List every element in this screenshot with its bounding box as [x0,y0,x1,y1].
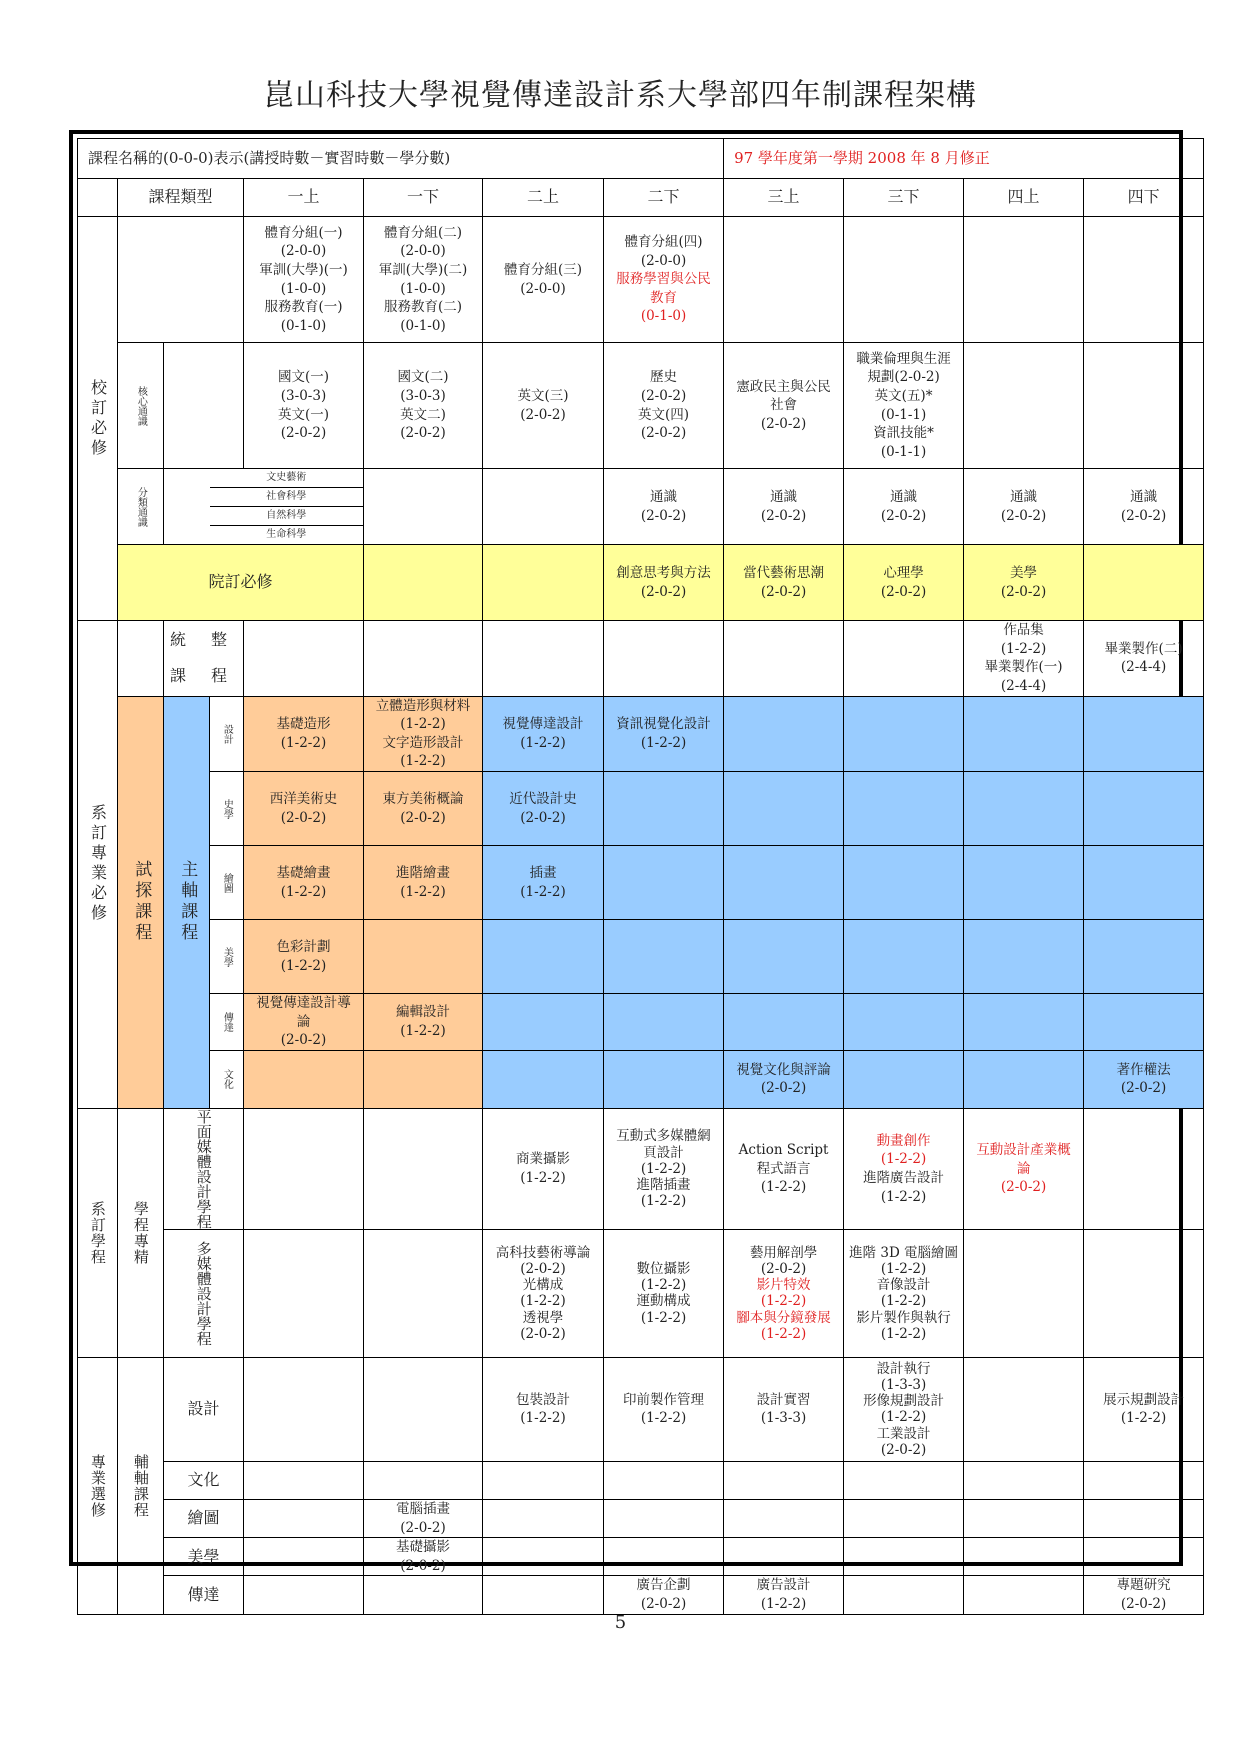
semester-header: 四上 [964,179,1084,217]
course-cell: 著作權法 (2-0-2) [1084,1050,1204,1108]
course-cell: 廣告企劃 (2-0-2) [604,1576,724,1614]
notation-note: 課程名稱的(0-0-0)表示(講授時數－實習時數－學分數) [78,139,724,179]
elective-culture-row [78,1461,1204,1499]
integration-row [78,621,1204,697]
course-cell: 英文(三) (2-0-2) [483,343,604,469]
axis-label: 美學 [210,920,244,994]
category-label: 文史藝術 [210,469,364,488]
minor-axis-label: 輔軸課程 [118,1357,164,1614]
header-row [78,179,1204,217]
course-cell: 國文(二) (3-0-3) 英文二) (2-0-2) [364,343,483,469]
elective-category: 文化 [164,1461,244,1499]
course-cell: 視覺傳達設計 (1-2-2) [483,696,604,772]
note-row [78,139,1204,179]
course-cell: 進階繪畫 (1-2-2) [364,846,483,920]
course-cell: 印前製作管理 (1-2-2) [604,1357,724,1461]
course-cell: 資訊視覺化設計 (1-2-2) [604,696,724,772]
exploratory-label: 試探課程 [118,696,164,1108]
course-cell: 電腦插畫 (2-0-2) [364,1499,483,1537]
course-cell: 通識 (2-0-2) [724,469,844,545]
culture-axis-row [78,1050,1204,1108]
course-cell: 展示規劃設計 (1-2-2) [1084,1357,1204,1461]
course-cell: 西洋美術史 (2-0-2) [244,772,364,846]
category-label: 生命科學 [210,526,364,545]
course-cell: 藝用解剖學 (2-0-2) 影片特效 (1-2-2) 腳本與分鏡發展 (1-2-2) [724,1229,844,1357]
course-cell: 憲政民主與公民 社會 (2-0-2) [724,343,844,469]
course-cell: 通識 (2-0-2) [844,469,964,545]
elective-category: 傳達 [164,1576,244,1614]
elective-aesthetics-row [78,1538,1204,1576]
course-cell: 近代設計史 (2-0-2) [483,772,604,846]
core-general-row [78,343,1204,469]
axis-label: 設計 [210,696,244,772]
elective-communication-row [78,1576,1204,1614]
dept-required-label: 系訂專業必修 [78,621,118,1109]
core-general-label: 核心通識 [118,343,164,469]
elective-category: 美學 [164,1538,244,1576]
communication-axis-row [78,994,1204,1051]
dept-program-label: 系訂學程 [78,1108,118,1357]
course-cell: 美學 (2-0-2) [964,545,1084,621]
course-cell: 進階 3D 電腦繪圖 (1-2-2) 音像設計 (1-2-2) 影片製作與執行 (1-2-2) [844,1229,964,1357]
course-cell: 色彩計劃 (1-2-2) [244,920,364,994]
program-label: 多媒體設計學程 [164,1229,244,1357]
course-cell: 東方美術概論 (2-0-2) [364,772,483,846]
course-cell: 包裝設計 (1-2-2) [483,1357,604,1461]
course-cell: 立體造形與材料 (1-2-2) 文字造形設計 (1-2-2) [364,696,483,772]
semester-header: 一下 [364,179,483,217]
course-cell: 歷史 (2-0-2) 英文(四) (2-0-2) [604,343,724,469]
course-cell: 基礎攝影 (2-0-2) [364,1538,483,1576]
history-axis-row [78,772,1204,846]
course-cell: 視覺傳達設計導 論 (2-0-2) [244,994,364,1051]
distributed-general-label: 分類通識 [118,469,164,545]
course-cell: 設計執行 (1-3-3) 形像規劃設計 (1-2-2) 工業設計 (2-0-2) [844,1357,964,1461]
course-cell: 國文(一) (3-0-3) 英文(一) (2-0-2) [244,343,364,469]
course-cell: 互動式多媒體網 頁設計 (1-2-2) 進階插畫 (1-2-2) [604,1108,724,1229]
semester-header: 四下 [1084,179,1204,217]
program-specialty-label: 學程專精 [118,1108,164,1357]
course-cell: 畢業製作(二) (2-4-4) [1084,621,1204,697]
curriculum-table [77,138,1204,1615]
course-cell: 高科技藝術導論 (2-0-2) 光構成 (1-2-2) 透視學 (2-0-2) [483,1229,604,1357]
category-label: 自然科學 [210,507,364,526]
school-required-row-1 [78,217,1204,343]
course-cell: 專題研究 (2-0-2) [1084,1576,1204,1614]
design-axis-row [78,696,1204,772]
semester-header: 二上 [483,179,604,217]
program-plane-row [78,1108,1204,1229]
axis-label: 文化 [210,1050,244,1108]
axis-label: 繪圖 [210,846,244,920]
course-cell: 視覺文化與評論 (2-0-2) [724,1050,844,1108]
course-type-header: 課程類型 [118,179,244,217]
college-required-label: 院訂必修 [118,545,364,621]
course-cell: 商業攝影 (1-2-2) [483,1108,604,1229]
course-cell: 當代藝術思潮 (2-0-2) [724,545,844,621]
program-multimedia-row [78,1229,1204,1357]
revision-note: 97 學年度第一學期 2008 年 8 月修正 [724,139,1204,179]
elective-label: 專業選修 [78,1357,118,1614]
course-cell: 心理學 (2-0-2) [844,545,964,621]
course-cell: 編輯設計 (1-2-2) [364,994,483,1051]
course-cell: 互動設計產業概 論 (2-0-2) [964,1108,1084,1229]
category-label: 社會科學 [210,488,364,507]
course-cell: 體育分組(三) (2-0-0) [483,217,604,343]
course-cell: 職業倫理與生涯 規劃(2-0-2) 英文(五)* (0-1-1) 資訊技能* (0-1-1) [844,343,964,469]
course-cell: 體育分組(四) (2-0-0) 服務學習與公民 教育 (0-1-0) [604,217,724,343]
course-cell: 基礎造形 (1-2-2) [244,696,364,772]
page-number: 5 [614,1612,627,1633]
course-cell: 基礎繪畫 (1-2-2) [244,846,364,920]
course-cell: 作品集 (1-2-2) 畢業製作(一) (2-4-4) [964,621,1084,697]
course-cell: 設計實習 (1-3-3) [724,1357,844,1461]
page-title: 崑山科技大學視覺傳達設計系大學部四年制課程架構 [264,78,977,113]
semester-header: 一上 [244,179,364,217]
distributed-general-row [78,469,1204,488]
course-cell: 廣告設計 (1-2-2) [724,1576,844,1614]
elective-drawing-row [78,1499,1204,1537]
school-required-label: 校訂必修 [78,217,118,621]
course-cell: 數位攝影 (1-2-2) 運動構成 (1-2-2) [604,1229,724,1357]
elective-design-row [78,1357,1204,1461]
course-cell: 動畫創作 (1-2-2) 進階廣告設計 (1-2-2) [844,1108,964,1229]
semester-header: 二下 [604,179,724,217]
drawing-axis-row [78,846,1204,920]
course-cell: 通識 (2-0-2) [604,469,724,545]
course-cell: 通識 (2-0-2) [1084,469,1204,545]
axis-label: 史學 [210,772,244,846]
integration-label: 統 整 課 程 [164,621,244,697]
elective-category: 繪圖 [164,1499,244,1537]
main-axis-label: 主軸課程 [164,696,210,1108]
course-cell: 體育分組(一) (2-0-0) 軍訓(大學)(一) (1-0-0) 服務教育(一) (0-1-0) [244,217,364,343]
course-cell: 通識 (2-0-2) [964,469,1084,545]
semester-header: 三下 [844,179,964,217]
course-cell: Action Script 程式語言 (1-2-2) [724,1108,844,1229]
course-cell: 創意思考與方法 (2-0-2) [604,545,724,621]
course-cell: 插畫 (1-2-2) [483,846,604,920]
axis-label: 傳達 [210,994,244,1051]
program-label: 平面媒體設計學程 [164,1108,244,1229]
semester-header: 三上 [724,179,844,217]
college-required-row [78,545,1204,621]
course-cell: 體育分組(二) (2-0-0) 軍訓(大學)(二) (1-0-0) 服務教育(二) (0-1-0) [364,217,483,343]
aesthetics-axis-row [78,920,1204,994]
elective-category: 設計 [164,1357,244,1461]
